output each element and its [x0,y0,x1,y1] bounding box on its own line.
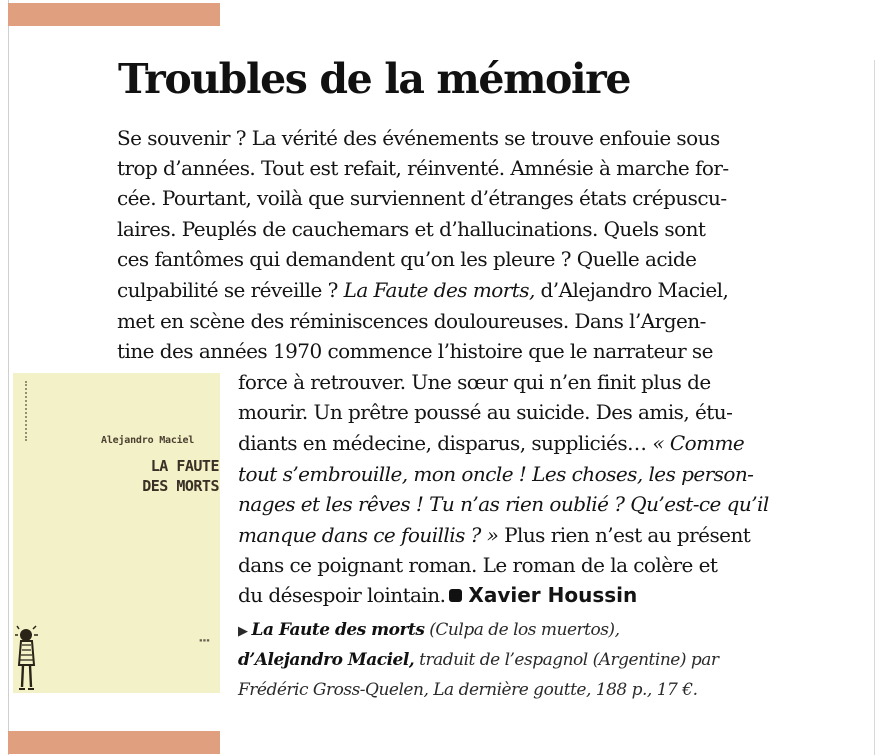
cover-figure-illustration [15,625,39,693]
top-color-band [8,3,220,26]
cover-title-line: DES MORTS [142,477,219,495]
body-line: met en scène des réminiscences douloureuses. Dans l’Argen- [117,309,706,333]
body-line: trop d’années. Tout est refait, réinventé. Amnésie à marche for- [117,156,729,180]
cover-title-line: LA FAUTE [150,457,219,475]
body-line: ces fantômes qui demandent qu’on les pleure ? Quelle acide [117,247,697,271]
reference-line [238,647,719,673]
cover-publisher-mark: ▪▪▪ [199,637,210,644]
book-title-inline: La Faute des morts, [343,278,535,302]
reference-translation: traduit de l’espagnol (Argentine) par [414,650,719,670]
reference-author: d’Alejandro Maciel, [238,650,415,670]
cover-title [91,456,219,496]
quote-line: nages et les rêves ! Tu n’as rien oublié ? Qu’est-ce qu’il [238,492,769,516]
quote-line: tout s’embrouille, mon oncle ! Les choses, les person- [238,462,754,486]
arrow-icon: ▶ [238,624,248,639]
body-line: mourir. Un prêtre poussé au suicide. Des amis, étu- [238,400,733,424]
body-text: Plus rien n’est au présent [498,523,751,547]
body-text: du désespoir lointain. [238,583,446,607]
body-line [238,428,744,458]
article-title: Troubles de la mémoire [118,55,631,103]
right-frame-line [874,60,875,755]
body-line: force à retrouver. Une sœur qui n’en finit plus de [238,370,711,394]
left-frame-line [8,0,9,755]
body-line: Se souvenir ? La vérité des événements se trouve enfouie sous [117,126,720,150]
article-author: Xavier Houssin [468,583,638,607]
book-cover [13,373,220,693]
reference-original-title: (Culpa de los muertos), [424,620,620,640]
cover-author: Alejandro Maciel [101,435,195,446]
end-mark-icon [449,589,462,602]
body-line: laires. Peuplés de cauchemars et d’hallucinations. Quels sont [117,217,706,241]
body-line [117,275,728,305]
quote-text: manque dans ce fouillis ? » [238,523,499,547]
reference-line [238,617,619,643]
body-line: dans ce poignant roman. Le roman de la colère et [238,553,718,577]
body-line: cée. Pourtant, voilà que surviennent d’étranges états crépuscu- [117,186,727,210]
bottom-color-band [8,731,220,754]
body-text: culpabilité se réveille ? [117,278,344,302]
reference-book-title: La Faute des morts [251,620,425,640]
reference-line: Frédéric Gross-Quelen, La dernière goutte, 188 p., 17 €. [238,680,698,700]
body-line [238,580,637,610]
body-text: d’Alejandro Maciel, [534,278,729,302]
body-line: tine des années 1970 commence l’histoire que le narrateur se [117,339,713,363]
quote-text: « Comme [652,431,745,455]
body-line [238,520,750,550]
body-text: diants en médecine, disparus, suppliciés… [238,431,653,455]
cover-spine-marks [25,381,33,441]
